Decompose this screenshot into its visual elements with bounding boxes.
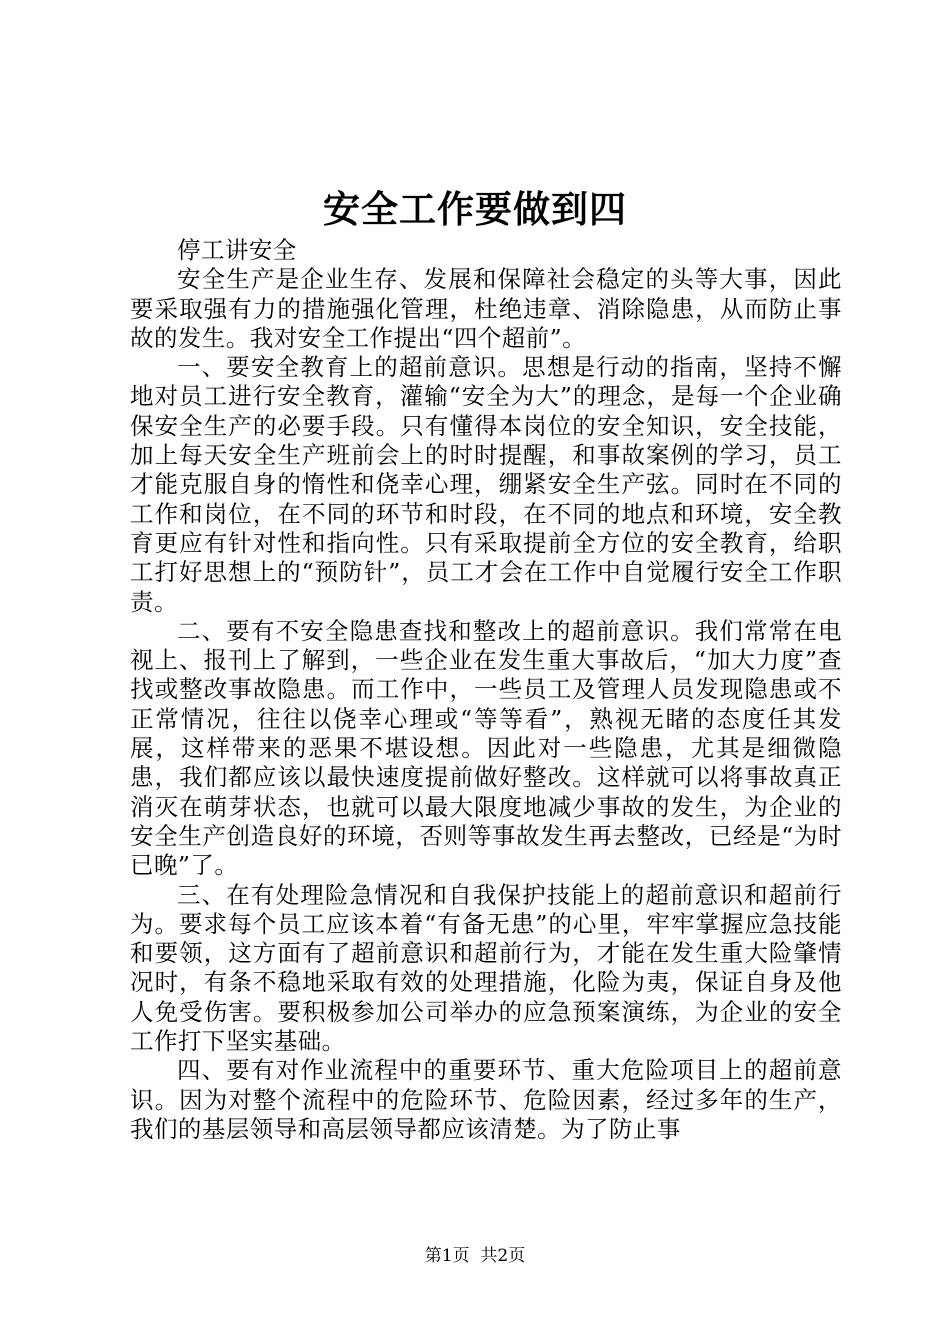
body-paragraph: 安全生产是企业生存、发展和保障社会稳定的头等大事，因此要采取强有力的措施强化管理，杜绝违章、消除隐患，从而防止事故的发生。我对安全工作提出“四个超前”。 [130,265,842,352]
body-paragraph: 二、要有不安全隐患查找和整改上的超前意识。我们常常在电视上、报刊上了解到，一些企业在发生重大事故后，“加大力度”查找或整改事故隐患。而工作中，一些员工及管理人员发现隐患或不正常情况，往往以侥幸心理或“等等看”，熟视无睹的态度任其发展，这样带来的恶果不堪设想。因此对一些隐患，尤其是细微隐患，我们都应该以最快速度提前做好整改。这样就可以将事故真正消灭在萌芽状态，也就可以最大限度地减少事故的发生，为企业的安全生产创造良好的环境，否则等事故发生再去整改，已经是“为时已晚”了。 [130,616,842,880]
page-footer [0,1244,950,1268]
document-title: 安全工作要做到四 [323,187,627,231]
body-paragraph: 三、在有处理险急情况和自我保护技能上的超前意识和超前行为。要求每个员工应该本着“有备无患”的心里，牢牢掌握应急技能和要领，这方面有了超前意识和超前行为，才能在发生重大险肇情况时，有条不稳地采取有效的处理措施，化险为夷，保证自身及他人免受伤害。要积极参加公司举办的应急预案演练，为企业的安全工作打下坚实基础。 [130,880,842,1056]
body-paragraph: 四、要有对作业流程中的重要环节、重大危险项目上的超前意识。因为对整个流程中的危险环节、危险因素，经过多年的生产，我们的基层领导和高层领导都应该清楚。为了防止事 [130,1056,842,1143]
document-body [130,236,842,1144]
body-paragraph: 一、要安全教育上的超前意识。思想是行动的指南，坚持不懈地对员工进行安全教育，灌输“安全为大”的理念，是每一个企业确保安全生产的必要手段。只有懂得本岗位的安全知识，安全技能，加上每天安全生产班前会上的时时提醒，和事故案例的学习，员工才能克服自身的惰性和侥幸心理，绷紧安全生产弦。同时在不同的工作和岗位，在不同的环节和时段，在不同的地点和环境，安全教育更应有针对性和指向性。只有采取提前全方位的安全教育，给职工打好思想上的“预防针”，员工才会在工作中自觉履行安全工作职责。 [130,353,842,616]
page-number: 第1页 共2页 [424,1246,526,1266]
body-paragraph: 停工讲安全 [177,236,297,264]
